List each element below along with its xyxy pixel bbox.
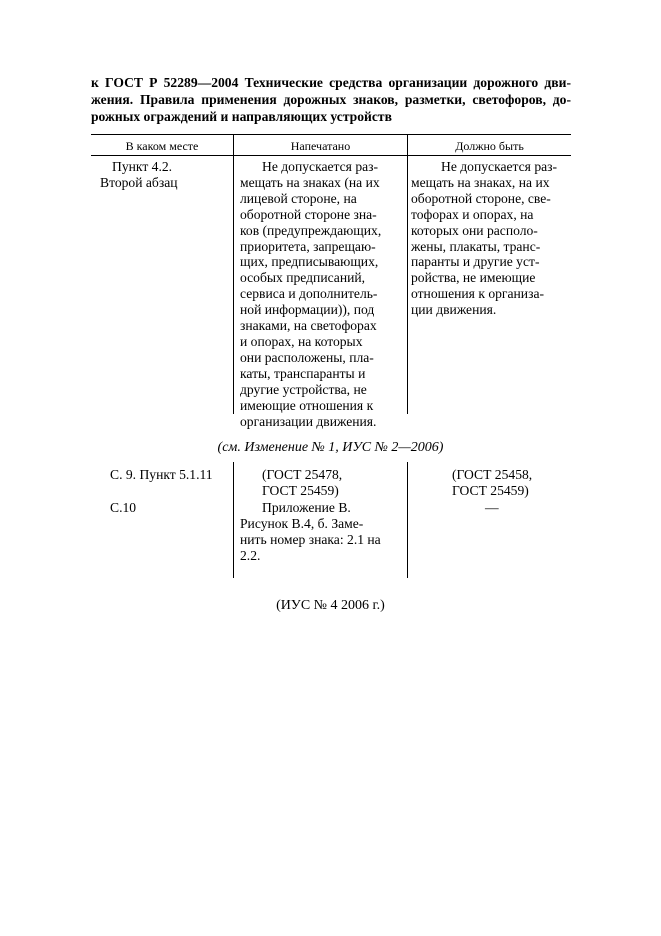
column-divider	[233, 134, 234, 414]
column-divider	[233, 462, 234, 578]
cell-line: ции движения.	[411, 302, 497, 318]
column-divider	[407, 462, 408, 578]
cell-line: С. 9. Пункт 5.1.11	[110, 467, 213, 482]
cell-line: щих, предписывающих,	[240, 254, 379, 270]
cell-line: ГОСТ 25459)	[262, 482, 339, 498]
cell-line: Рисунок В.4, б. Заме-	[240, 515, 364, 531]
cell-line: С.10	[110, 500, 137, 515]
cell-line: паранты и другие уст-	[411, 254, 540, 270]
heading-line: к ГОСТ Р 52289—2004 Технические средства организации дорожного дви-	[91, 75, 571, 90]
cell-line: 2.2.	[240, 547, 261, 563]
table2-cell-printed	[240, 500, 405, 564]
heading-line: рожных ограждений и направляющих устройств	[91, 109, 392, 124]
table2-cell-place	[110, 467, 213, 483]
column-divider	[407, 134, 408, 414]
cell-line: оборотной стороне, све-	[411, 190, 551, 206]
cell-line: знаками, на светофорах	[240, 318, 377, 334]
table2-cell-printed	[262, 467, 342, 499]
cell-line: которых они располо-	[411, 222, 538, 238]
footer-reference: (ИУС № 4 2006 г.)	[276, 598, 385, 613]
cell-line: Пункт 4.2.	[112, 159, 173, 174]
document-heading	[91, 74, 571, 125]
cell-line: лицевой стороне, на	[240, 190, 357, 206]
table-top-rule	[91, 134, 571, 135]
cell-line: ройства, не имеющие	[411, 270, 536, 286]
table-cell-place	[100, 159, 178, 191]
cell-line: особых предписаний,	[240, 270, 366, 286]
table-cell-printed	[240, 159, 403, 429]
cell-line: —	[485, 500, 499, 515]
cell-line: Не допускается раз-	[262, 159, 379, 174]
cell-line: ной информации)), под	[240, 302, 375, 318]
cell-line: жены, плакаты, транс-	[411, 238, 541, 254]
cell-line: Второй абзац	[100, 174, 178, 190]
cell-line: имеющие отношения к	[240, 397, 374, 413]
column-header-printed: Напечатано	[290, 139, 351, 153]
cell-line: они расположены, пла-	[240, 349, 374, 365]
cell-line: Приложение В.	[262, 500, 351, 515]
cell-line: другие устройства, не	[240, 381, 367, 397]
cell-line: организации движения.	[240, 413, 377, 429]
heading-line: жения. Правила применения дорожных знаков, разметки, светофоров, до-	[91, 92, 571, 107]
cell-line: ГОСТ 25459)	[452, 482, 529, 498]
cell-line: тофорах и опорах, на	[411, 206, 534, 222]
cell-line: сервиса и дополнитель-	[240, 286, 378, 302]
column-header-correct: Должно быть	[455, 139, 524, 153]
cell-line: мещать на знаках (на их	[240, 174, 380, 190]
cell-line: мещать на знаках, на их	[411, 174, 550, 190]
cell-line: приоритета, запрещаю-	[240, 238, 376, 254]
amendment-note: (см. Изменение № 1, ИУС № 2—2006)	[217, 440, 444, 455]
cell-line: (ГОСТ 25478,	[262, 467, 343, 482]
cell-line: отношения к организа-	[411, 286, 545, 302]
cell-line: нить номер знака: 2.1 на	[240, 531, 381, 547]
table-header-rule	[91, 155, 571, 156]
cell-line: и опорах, на которых	[240, 333, 363, 349]
table2-cell-correct	[485, 500, 499, 516]
column-header-place: В каком месте	[125, 139, 199, 153]
table2-cell-place	[110, 500, 136, 516]
cell-line: оборотной стороне зна-	[240, 206, 377, 222]
cell-line: (ГОСТ 25458,	[452, 467, 533, 482]
table2-cell-correct	[452, 467, 532, 499]
cell-line: Не допускается раз-	[441, 159, 558, 174]
cell-line: ков (предупреждающих,	[240, 222, 382, 238]
cell-line: каты, транспаранты и	[240, 365, 366, 381]
table-cell-correct	[411, 159, 571, 318]
